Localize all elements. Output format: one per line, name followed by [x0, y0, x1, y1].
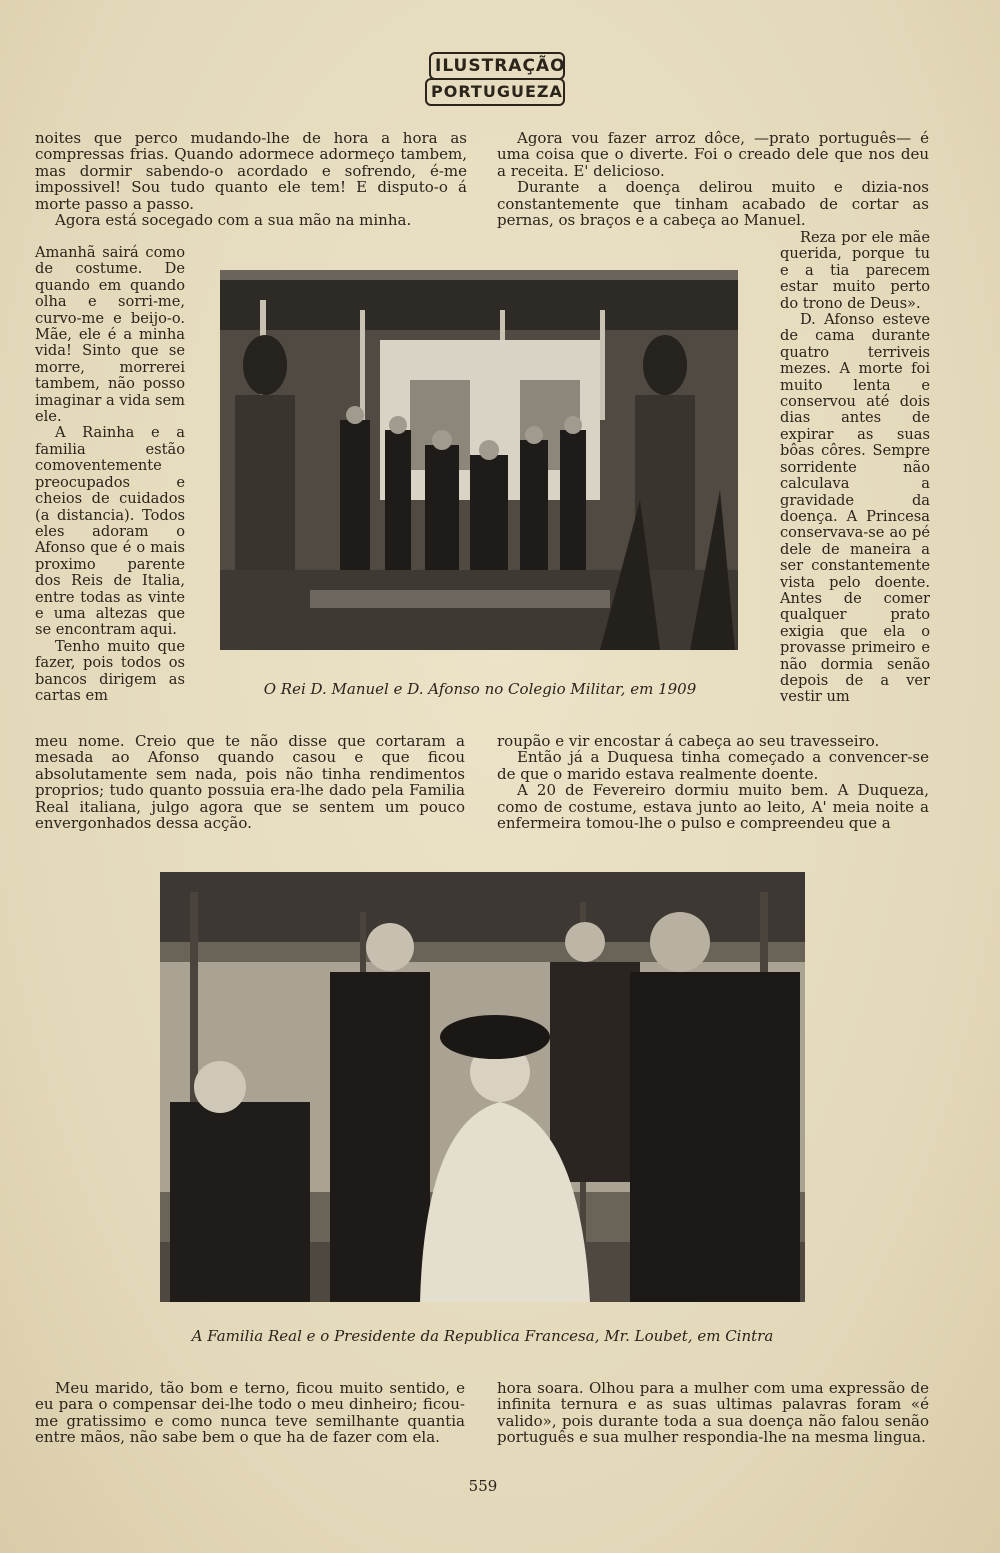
bottom-right-column	[497, 1380, 929, 1446]
left-wrap-3: Tenho muito que fazer, pois todos os bancos dirigem as cartas em	[35, 637, 185, 704]
right-wrap-1: Reza por ele mãe querida, porque tu e a tia parecem estar muito perto do trono de Deus».	[780, 229, 930, 312]
left-paragraph-full: meu nome. Creio que te não disse que cortaram a mesada ao Afonso quando casou e que ficou absolutamente sem nada, pois não tinha rendimentos proprios; tudo quanto possuia era-lhe dado pela Familia Real italiana, julgo agora que se sentem um pouco envergonhados dessa acção.	[35, 732, 465, 833]
left-wrap-1: Amanhã sairá como de costume. De quando em quando olha e sorri-me, curvo-me e beijo-o. Mãe, ele é a minha vida! Sinto que se morre, morrerei tambem, não posso imaginar a vida sem ele.	[35, 244, 185, 426]
photo-royal-family	[160, 872, 805, 1302]
right-paragraph-1: Agora vou fazer arroz dôce, —prato português— é uma coisa que o diverte. Foi o creado dele que nos deu a receita. E' delicioso.	[497, 129, 929, 180]
left-column-top	[35, 130, 467, 228]
left-wrap-column	[35, 245, 185, 704]
masthead-logo	[425, 52, 565, 102]
right-full-1: roupão e vir encostar á cabeça ao seu travesseiro.	[497, 732, 880, 750]
photo1-caption: O Rei D. Manuel e D. Afonso no Colegio Militar, em 1909	[263, 680, 697, 698]
photo2-caption: A Familia Real e o Presidente da Republica Francesa, Mr. Loubet, em Cintra	[191, 1327, 774, 1345]
bottom-left-column	[35, 1380, 465, 1446]
left-column-bottom	[35, 733, 465, 831]
masthead-line1: ILUSTRAÇÃO	[429, 52, 565, 80]
right-full-2: Então já a Duquesa tinha começado a convencer-se de que o marido estava realmente doente.	[497, 748, 929, 783]
right-paragraph-2: Durante a doença delirou muito e dizia-nos constantemente que tinham acabado de cortar as pernas, os braços e a cabeça ao Manuel.	[497, 178, 929, 230]
right-column-bottom	[497, 733, 929, 831]
bottom-left-text: Meu marido, tão bom e terno, ficou muito sentido, e eu para o compensar dei-lhe todo o meu dinheiro; ficou-me gratissimo e como nunca teve semilhante quantia entre mãos, não sabe bem o que ha de fazer com ela.	[35, 1379, 465, 1447]
left-paragraph-2: Agora está socegado com a sua mão na minha.	[55, 211, 412, 230]
bottom-right-text: hora soara. Olhou para a mulher com uma expressão de infinita ternura e as suas ultimas palavras foram «é valido», pois durante toda a sua doença não falou senão português e sua mulher respondia-lhe na mesma lingua.	[497, 1379, 929, 1447]
photo-military-college	[220, 270, 738, 650]
left-paragraph-1: noites que perco mudando-lhe de hora a hora as compressas frias. Quando adormece adormeço tambem, mas dormir sabendo-o acordado e sofrendo, é-me impossivel! Sou tudo quanto ele tem! E disputo-o á morte passo a passo.	[35, 129, 467, 213]
right-full-3: A 20 de Fevereiro dormiu muito bem. A Duqueza, como de costume, estava junto ao leito, A' meia noite a enfermeira tomou-lhe o pulso e compreendeu que a	[497, 781, 929, 833]
page-number: 559	[468, 1477, 498, 1495]
right-column-top	[497, 130, 929, 228]
right-wrap-2: D. Afonso esteve de cama durante quatro terriveis mezes. A morte foi muito lenta e conservou até dois dias antes de expirar as suas bôas côres. Sempre sorridente não calculava a gravidade da doença. A Princesa conservava-se ao pé dele de maneira a ser constantemente vista pelo doente. Antes de comer qualquer prato exigia que ela o provasse primeiro e não dormia senão depois de a ver vestir um	[780, 311, 930, 706]
left-wrap-2: A Rainha e a familia estão comoventemente preocupados e cheios de cuidados (a distancia). Todos eles adoram o Afonso que é o mais proximo parente dos Reis de Italia, entre todas as vinte e uma altezas que se encontram aqui.	[35, 424, 185, 639]
right-wrap-column	[780, 230, 930, 706]
masthead-line2: PORTUGUEZA	[425, 78, 565, 106]
